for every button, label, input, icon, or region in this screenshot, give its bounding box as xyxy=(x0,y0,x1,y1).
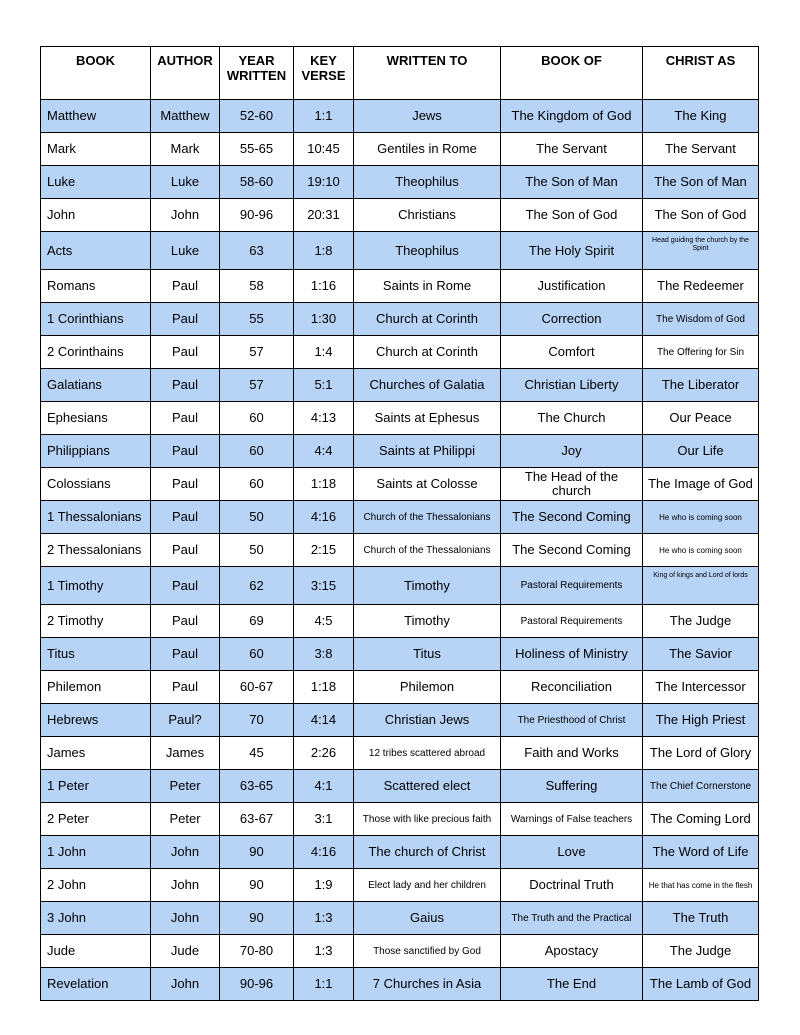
cell-author: Luke xyxy=(151,232,220,270)
table-row xyxy=(41,534,759,567)
cell-book-of: The End xyxy=(501,968,643,1001)
cell-key-verse: 1:16 xyxy=(294,270,354,303)
cell-year-written: 60 xyxy=(220,468,294,501)
cell-author: John xyxy=(151,199,220,232)
cell-written-to: Church of the Thessalonians xyxy=(354,501,501,534)
cell-christ-as: The Judge xyxy=(643,605,759,638)
header-key-verse: KEY VERSE xyxy=(294,47,354,100)
cell-key-verse: 4:1 xyxy=(294,770,354,803)
cell-book: Acts xyxy=(41,232,151,270)
cell-written-to: Saints at Colosse xyxy=(354,468,501,501)
cell-year-written: 70-80 xyxy=(220,935,294,968)
cell-author: Paul xyxy=(151,605,220,638)
cell-christ-as: Head guiding the church by the Spirit xyxy=(643,232,759,270)
cell-book-of: Warnings of False teachers xyxy=(501,803,643,836)
table-row xyxy=(41,232,759,270)
cell-book-of: The Kingdom of God xyxy=(501,100,643,133)
cell-key-verse: 1:18 xyxy=(294,468,354,501)
cell-christ-as: The Son of Man xyxy=(643,166,759,199)
cell-author: John xyxy=(151,902,220,935)
header-author: AUTHOR xyxy=(151,47,220,100)
table-row xyxy=(41,671,759,704)
cell-book-of: The Truth and the Practical xyxy=(501,902,643,935)
cell-author: Paul xyxy=(151,638,220,671)
table-row xyxy=(41,605,759,638)
cell-christ-as: The Lord of Glory xyxy=(643,737,759,770)
cell-key-verse: 1:3 xyxy=(294,935,354,968)
cell-book-of: The Servant xyxy=(501,133,643,166)
cell-key-verse: 3:8 xyxy=(294,638,354,671)
cell-written-to: Jews xyxy=(354,100,501,133)
cell-christ-as: King of kings and Lord of lords xyxy=(643,567,759,605)
table-row xyxy=(41,567,759,605)
cell-key-verse: 4:5 xyxy=(294,605,354,638)
cell-book: 1 Corinthians xyxy=(41,303,151,336)
table-row xyxy=(41,270,759,303)
cell-written-to: Saints at Ephesus xyxy=(354,402,501,435)
cell-year-written: 62 xyxy=(220,567,294,605)
cell-written-to: Gentiles in Rome xyxy=(354,133,501,166)
cell-book: Revelation xyxy=(41,968,151,1001)
cell-author: Paul xyxy=(151,402,220,435)
cell-book: Ephesians xyxy=(41,402,151,435)
cell-christ-as: The King xyxy=(643,100,759,133)
cell-book-of: The Priesthood of Christ xyxy=(501,704,643,737)
cell-book-of: Faith and Works xyxy=(501,737,643,770)
table-row xyxy=(41,638,759,671)
table-row xyxy=(41,704,759,737)
cell-year-written: 60 xyxy=(220,638,294,671)
cell-written-to: Christians xyxy=(354,199,501,232)
cell-book: 1 Thessalonians xyxy=(41,501,151,534)
cell-written-to: The church of Christ xyxy=(354,836,501,869)
cell-christ-as: The Judge xyxy=(643,935,759,968)
cell-written-to: Church of the Thessalonians xyxy=(354,534,501,567)
cell-year-written: 57 xyxy=(220,336,294,369)
cell-written-to: Christian Jews xyxy=(354,704,501,737)
cell-book: Hebrews xyxy=(41,704,151,737)
cell-key-verse: 1:8 xyxy=(294,232,354,270)
table-row xyxy=(41,166,759,199)
cell-year-written: 55-65 xyxy=(220,133,294,166)
cell-year-written: 63 xyxy=(220,232,294,270)
cell-christ-as: The Lamb of God xyxy=(643,968,759,1001)
table-row xyxy=(41,803,759,836)
cell-key-verse: 1:4 xyxy=(294,336,354,369)
cell-key-verse: 1:30 xyxy=(294,303,354,336)
table-row xyxy=(41,770,759,803)
cell-book-of: Holiness of Ministry xyxy=(501,638,643,671)
cell-book: James xyxy=(41,737,151,770)
cell-book-of: The Second Coming xyxy=(501,534,643,567)
cell-book: Jude xyxy=(41,935,151,968)
cell-christ-as: The Image of God xyxy=(643,468,759,501)
cell-written-to: Those sanctified by God xyxy=(354,935,501,968)
cell-book-of: The Head of the church xyxy=(501,468,643,501)
cell-book-of: Reconciliation xyxy=(501,671,643,704)
cell-author: James xyxy=(151,737,220,770)
cell-book: Galatians xyxy=(41,369,151,402)
cell-written-to: Elect lady and her children xyxy=(354,869,501,902)
table-row xyxy=(41,402,759,435)
table-row xyxy=(41,369,759,402)
cell-book: 3 John xyxy=(41,902,151,935)
cell-book: Philemon xyxy=(41,671,151,704)
cell-christ-as: The Son of God xyxy=(643,199,759,232)
cell-key-verse: 20:31 xyxy=(294,199,354,232)
cell-book-of: Christian Liberty xyxy=(501,369,643,402)
cell-author: Paul xyxy=(151,270,220,303)
cell-year-written: 60 xyxy=(220,435,294,468)
cell-christ-as: The High Priest xyxy=(643,704,759,737)
cell-book: 1 Timothy xyxy=(41,567,151,605)
cell-author: Paul xyxy=(151,671,220,704)
cell-book-of: Joy xyxy=(501,435,643,468)
cell-written-to: Churches of Galatia xyxy=(354,369,501,402)
cell-book-of: The Son of Man xyxy=(501,166,643,199)
cell-book-of: Doctrinal Truth xyxy=(501,869,643,902)
cell-key-verse: 1:1 xyxy=(294,968,354,1001)
cell-key-verse: 5:1 xyxy=(294,369,354,402)
cell-book-of: The Son of God xyxy=(501,199,643,232)
table-row xyxy=(41,737,759,770)
cell-author: Mark xyxy=(151,133,220,166)
cell-key-verse: 4:13 xyxy=(294,402,354,435)
table-row xyxy=(41,199,759,232)
cell-year-written: 58-60 xyxy=(220,166,294,199)
cell-key-verse: 2:26 xyxy=(294,737,354,770)
books-of-bible-table xyxy=(40,46,759,1001)
cell-key-verse: 1:3 xyxy=(294,902,354,935)
header-written-to: WRITTEN TO xyxy=(354,47,501,100)
cell-christ-as: He who is coming soon xyxy=(643,501,759,534)
cell-christ-as: The Word of Life xyxy=(643,836,759,869)
cell-year-written: 58 xyxy=(220,270,294,303)
cell-author: John xyxy=(151,836,220,869)
cell-book-of: The Holy Spirit xyxy=(501,232,643,270)
cell-key-verse: 4:16 xyxy=(294,501,354,534)
cell-year-written: 70 xyxy=(220,704,294,737)
cell-book-of: Pastoral Requirements xyxy=(501,605,643,638)
cell-author: Paul xyxy=(151,501,220,534)
header-christ-as: CHRIST AS xyxy=(643,47,759,100)
cell-author: Paul xyxy=(151,303,220,336)
cell-book-of: Pastoral Requirements xyxy=(501,567,643,605)
cell-book: John xyxy=(41,199,151,232)
cell-written-to: Titus xyxy=(354,638,501,671)
cell-key-verse: 19:10 xyxy=(294,166,354,199)
cell-written-to: Church at Corinth xyxy=(354,336,501,369)
cell-written-to: Gaius xyxy=(354,902,501,935)
cell-christ-as: The Wisdom of God xyxy=(643,303,759,336)
cell-christ-as: The Coming Lord xyxy=(643,803,759,836)
cell-book-of: The Church xyxy=(501,402,643,435)
cell-key-verse: 1:9 xyxy=(294,869,354,902)
cell-year-written: 52-60 xyxy=(220,100,294,133)
cell-year-written: 90 xyxy=(220,836,294,869)
cell-written-to: Those with like precious faith xyxy=(354,803,501,836)
cell-written-to: Philemon xyxy=(354,671,501,704)
cell-author: Peter xyxy=(151,803,220,836)
cell-author: Paul xyxy=(151,534,220,567)
cell-book: 1 Peter xyxy=(41,770,151,803)
table-row xyxy=(41,869,759,902)
header-book-of: BOOK OF xyxy=(501,47,643,100)
table-row xyxy=(41,336,759,369)
cell-key-verse: 1:1 xyxy=(294,100,354,133)
table-row xyxy=(41,935,759,968)
cell-written-to: Theophilus xyxy=(354,166,501,199)
cell-author: Paul xyxy=(151,567,220,605)
cell-book: Titus xyxy=(41,638,151,671)
cell-author: Paul xyxy=(151,336,220,369)
table-row xyxy=(41,968,759,1001)
cell-author: John xyxy=(151,968,220,1001)
cell-book-of: Justification xyxy=(501,270,643,303)
cell-year-written: 55 xyxy=(220,303,294,336)
cell-book-of: The Second Coming xyxy=(501,501,643,534)
table-row xyxy=(41,902,759,935)
cell-christ-as: He that has come in the flesh xyxy=(643,869,759,902)
cell-written-to: 7 Churches in Asia xyxy=(354,968,501,1001)
cell-book: Romans xyxy=(41,270,151,303)
cell-key-verse: 3:1 xyxy=(294,803,354,836)
header-row xyxy=(41,47,759,100)
table-row xyxy=(41,836,759,869)
cell-christ-as: The Truth xyxy=(643,902,759,935)
cell-book: 1 John xyxy=(41,836,151,869)
cell-author: Peter xyxy=(151,770,220,803)
table-row xyxy=(41,100,759,133)
cell-book: Matthew xyxy=(41,100,151,133)
cell-christ-as: The Redeemer xyxy=(643,270,759,303)
cell-book: 2 Peter xyxy=(41,803,151,836)
cell-year-written: 63-67 xyxy=(220,803,294,836)
table-row xyxy=(41,501,759,534)
cell-book: 2 Timothy xyxy=(41,605,151,638)
cell-book-of: Suffering xyxy=(501,770,643,803)
cell-year-written: 50 xyxy=(220,501,294,534)
cell-year-written: 90 xyxy=(220,902,294,935)
cell-author: Paul xyxy=(151,435,220,468)
cell-book: Colossians xyxy=(41,468,151,501)
cell-key-verse: 3:15 xyxy=(294,567,354,605)
cell-written-to: Theophilus xyxy=(354,232,501,270)
cell-year-written: 90-96 xyxy=(220,968,294,1001)
cell-year-written: 90 xyxy=(220,869,294,902)
cell-year-written: 60-67 xyxy=(220,671,294,704)
cell-christ-as: He who is coming soon xyxy=(643,534,759,567)
table-body xyxy=(41,100,759,1001)
table-row xyxy=(41,435,759,468)
cell-written-to: Scattered elect xyxy=(354,770,501,803)
cell-year-written: 60 xyxy=(220,402,294,435)
cell-christ-as: The Intercessor xyxy=(643,671,759,704)
table-row xyxy=(41,303,759,336)
cell-written-to: Timothy xyxy=(354,605,501,638)
cell-book: Philippians xyxy=(41,435,151,468)
cell-year-written: 63-65 xyxy=(220,770,294,803)
table-row xyxy=(41,468,759,501)
cell-written-to: Timothy xyxy=(354,567,501,605)
cell-book-of: Comfort xyxy=(501,336,643,369)
cell-written-to: 12 tribes scattered abroad xyxy=(354,737,501,770)
cell-author: Jude xyxy=(151,935,220,968)
cell-written-to: Church at Corinth xyxy=(354,303,501,336)
cell-christ-as: The Offering for Sin xyxy=(643,336,759,369)
cell-author: Paul xyxy=(151,468,220,501)
cell-key-verse: 4:14 xyxy=(294,704,354,737)
header-year-written: YEAR WRITTEN xyxy=(220,47,294,100)
cell-author: Luke xyxy=(151,166,220,199)
cell-book-of: Apostacy xyxy=(501,935,643,968)
cell-key-verse: 10:45 xyxy=(294,133,354,166)
cell-book: 2 John xyxy=(41,869,151,902)
cell-year-written: 90-96 xyxy=(220,199,294,232)
cell-book: 2 Thessalonians xyxy=(41,534,151,567)
cell-written-to: Saints at Philippi xyxy=(354,435,501,468)
cell-book: 2 Corinthains xyxy=(41,336,151,369)
cell-christ-as: The Savior xyxy=(643,638,759,671)
cell-written-to: Saints in Rome xyxy=(354,270,501,303)
cell-christ-as: Our Life xyxy=(643,435,759,468)
cell-key-verse: 1:18 xyxy=(294,671,354,704)
cell-book-of: Correction xyxy=(501,303,643,336)
cell-christ-as: The Chief Cornerstone xyxy=(643,770,759,803)
cell-author: John xyxy=(151,869,220,902)
cell-author: Matthew xyxy=(151,100,220,133)
cell-author: Paul xyxy=(151,369,220,402)
cell-christ-as: Our Peace xyxy=(643,402,759,435)
cell-author: Paul? xyxy=(151,704,220,737)
table-row xyxy=(41,133,759,166)
cell-year-written: 57 xyxy=(220,369,294,402)
cell-book: Mark xyxy=(41,133,151,166)
cell-year-written: 69 xyxy=(220,605,294,638)
cell-key-verse: 4:16 xyxy=(294,836,354,869)
cell-christ-as: The Liberator xyxy=(643,369,759,402)
cell-key-verse: 2:15 xyxy=(294,534,354,567)
cell-christ-as: The Servant xyxy=(643,133,759,166)
cell-year-written: 50 xyxy=(220,534,294,567)
cell-book: Luke xyxy=(41,166,151,199)
cell-book-of: Love xyxy=(501,836,643,869)
cell-key-verse: 4:4 xyxy=(294,435,354,468)
header-book: BOOK xyxy=(41,47,151,100)
cell-year-written: 45 xyxy=(220,737,294,770)
